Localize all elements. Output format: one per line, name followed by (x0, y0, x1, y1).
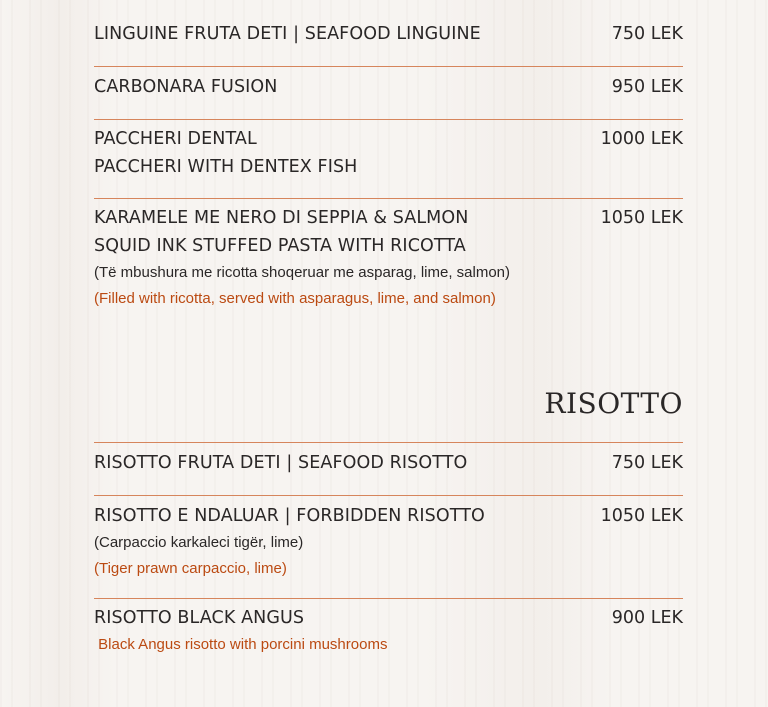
menu-item-price: 950 LEK (611, 77, 683, 97)
menu-item-risotto-fruta-deti (94, 449, 683, 477)
menu-item-subtitle: PACCHERI WITH DENTEX FISH (94, 157, 358, 177)
menu-item-title: RISOTTO E NDALUAR | FORBIDDEN RISOTTO (94, 506, 485, 526)
menu-item-carbonara-fusion (94, 73, 683, 101)
menu-item-risotto-black-angus (94, 604, 683, 658)
menu-item-description-english: Black Angus risotto with porcini mushrooms (94, 636, 388, 653)
menu-item-description-albanian: (Carpaccio karkaleci tigër, lime) (94, 534, 304, 551)
menu-item-description-english: (Tiger prawn carpaccio, lime) (94, 560, 287, 577)
menu-item-title: RISOTTO FRUTA DETI | SEAFOOD RISOTTO (94, 453, 468, 473)
menu-item-title: CARBONARA FUSION (94, 77, 278, 97)
menu-item-description-english: (Filled with ricotta, served with asparagus, lime, and salmon) (94, 290, 496, 307)
menu-item-subtitle: SQUID INK STUFFED PASTA WITH RICOTTA (94, 236, 466, 256)
menu-item-title: RISOTTO BLACK ANGUS (94, 608, 305, 628)
menu-item-price: 750 LEK (611, 453, 683, 473)
divider (94, 198, 683, 199)
menu-item-title: PACCHERI DENTAL (94, 129, 257, 149)
menu-item-price: 1000 LEK (600, 129, 683, 149)
divider (94, 119, 683, 120)
menu-item-title: KARAMELE ME NERO DI SEPPIA & SALMON (94, 208, 469, 228)
menu-item-title: LINGUINE FRUTA DETI | SEAFOOD LINGUINE (94, 24, 481, 44)
section-heading-risotto: RISOTTO (544, 387, 683, 420)
divider (94, 495, 683, 496)
menu-item-linguine-fruta-deti (94, 20, 683, 48)
menu-item-paccheri-dental (94, 125, 683, 181)
divider (94, 66, 683, 67)
menu-item-price: 750 LEK (611, 24, 683, 44)
divider (94, 598, 683, 599)
menu-item-risotto-e-ndaluar (94, 502, 683, 582)
menu-item-karamele-nero-di-seppia (94, 204, 683, 312)
menu-item-price: 900 LEK (611, 608, 683, 628)
divider (94, 442, 683, 443)
menu-item-description-albanian: (Të mbushura me ricotta shoqeruar me asparag, lime, salmon) (94, 264, 511, 281)
menu-item-price: 1050 LEK (600, 208, 683, 228)
menu-item-price: 1050 LEK (600, 506, 683, 526)
